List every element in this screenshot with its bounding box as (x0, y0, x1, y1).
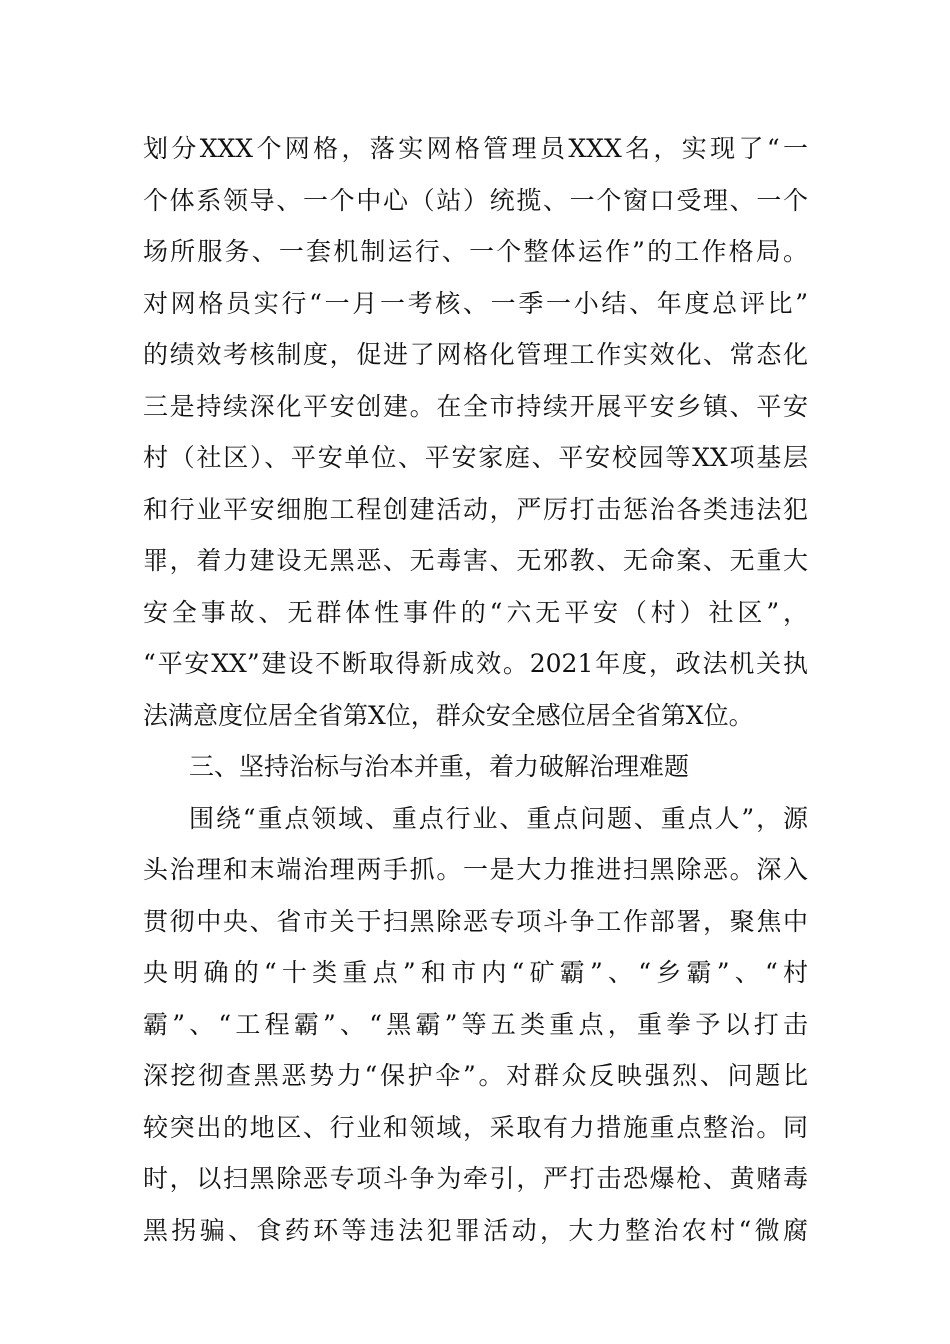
text-line-1: 划分XXX个网格，落实网格管理员XXX名，实现了“一 (143, 134, 808, 163)
text-line-10: 安全事故、无群体性事件的“六无平安（村）社区”， (143, 597, 808, 627)
text-line-9: 罪，着力建设无黑恶、无毒害、无邪教、无命案、无重大 (143, 546, 808, 575)
text-line-12: 法满意度位居全省第X位，群众安全感位居全省第X位。 (143, 700, 754, 730)
text-line-21: 时，以扫黑除恶专项斗争为牵引，严打击恐爆枪、黄赌毒 (143, 1164, 808, 1193)
document-body (143, 123, 808, 1256)
text-line-17: 央明确的“十类重点”和市内“矿霸”、“乡霸”、“村 (143, 958, 808, 987)
text-line-14: 围绕“重点领域、重点行业、重点问题、重点人”，源 (189, 803, 808, 833)
text-line-15: 头治理和末端治理两手抓。一是大力推进扫黑除恶。深入 (143, 855, 808, 884)
text-line-5: 的绩效考核制度，促进了网格化管理工作实效化、常态化 (143, 340, 808, 369)
text-line-3: 场所服务、一套机制运行、一个整体运作”的工作格局。 (143, 237, 808, 266)
text-line-19: 深挖彻查黑恶势力“保护伞”。对群众反映强烈、问题比 (143, 1061, 808, 1090)
text-line-6: 三是持续深化平安创建。在全市持续开展平安乡镇、平安 (143, 391, 808, 421)
text-line-22: 黑拐骗、食药环等违法犯罪活动，大力整治农村“微腐 (143, 1215, 808, 1245)
text-line-7: 村（社区）、平安单位、平安家庭、平安校园等XX项基层 (143, 443, 808, 472)
text-line-2: 个体系领导、一个中心（站）统揽、一个窗口受理、一个 (143, 185, 808, 215)
text-line-8: 和行业平安细胞工程创建活动，严厉打击惩治各类违法犯 (143, 494, 808, 524)
text-line-20: 较突出的地区、行业和领域，采取有力措施重点整治。同 (143, 1112, 808, 1142)
text-line-11: “平安XX”建设不断取得新成效。2021年度，政法机关执 (143, 649, 808, 678)
text-line-16: 贯彻中央、省市关于扫黑除恶专项斗争工作部署，聚焦中 (143, 906, 808, 936)
section-heading: 三、坚持治标与治本并重，着力破解治理难题 (189, 752, 690, 781)
text-line-18: 霸”、“工程霸”、“黑霸”等五类重点，重拳予以打击 (143, 1009, 808, 1039)
text-line-4: 对网格员实行“一月一考核、一季一小结、年度总评比” (143, 288, 808, 318)
